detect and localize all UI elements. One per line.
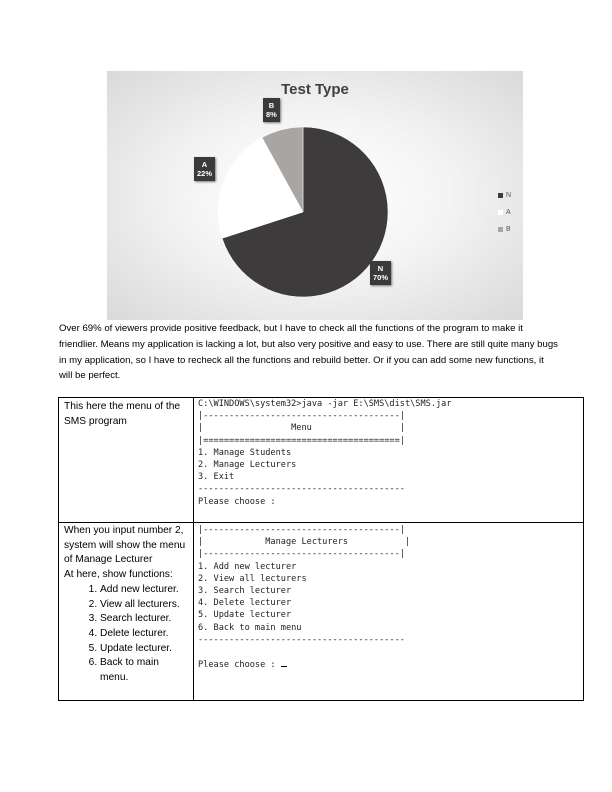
slice-label-n-percent: 70% bbox=[373, 273, 389, 282]
list-item: 2. View all lecturers. bbox=[100, 598, 190, 613]
callout-b bbox=[263, 98, 280, 122]
pie-svg bbox=[107, 71, 523, 320]
table-border-bottom bbox=[58, 700, 584, 701]
list-item: 4. Delete lecturer. bbox=[100, 627, 190, 642]
console-border-bottom: |--------------------------------------| bbox=[198, 549, 405, 560]
chart-legend bbox=[498, 187, 511, 238]
pie-chart bbox=[107, 71, 523, 320]
row2-function-list bbox=[64, 583, 190, 686]
table-border-right bbox=[583, 397, 584, 701]
legend-swatch-b bbox=[498, 227, 503, 232]
console-menu-title: | Menu | bbox=[198, 423, 405, 434]
legend-swatch-n bbox=[498, 193, 503, 198]
legend-label-n: N bbox=[506, 192, 512, 199]
list-item: 6. Back to main menu. bbox=[100, 656, 190, 685]
console-menu-item: 1. Add new lecturer bbox=[198, 561, 297, 572]
list-item: 5. Update lecturer. bbox=[100, 642, 190, 657]
console-menu-item: 5. Update lecturer bbox=[198, 610, 292, 621]
slice-label-n-category: N bbox=[377, 264, 384, 273]
row1-description: This here the menu of the SMS program bbox=[64, 401, 181, 427]
console-prompt: Please choose : bbox=[198, 660, 276, 671]
console-menu-item: 1. Manage Students bbox=[198, 447, 292, 458]
row2-functions-heading: At here, show functions: bbox=[64, 569, 173, 581]
table-row-divider bbox=[58, 522, 584, 523]
list-item: 1. Add new lecturer. bbox=[100, 583, 190, 598]
row2-description bbox=[64, 524, 190, 686]
cursor-icon bbox=[281, 658, 287, 667]
console-border-top: |--------------------------------------| bbox=[198, 525, 405, 535]
legend-swatch-a bbox=[498, 210, 503, 215]
console-prompt: Please choose : bbox=[198, 496, 276, 507]
console-menu-item: 3. Search lecturer bbox=[198, 586, 292, 597]
console-command: C:\WINDOWS\system32>java -jar E:\SMS\dist\SMS.jar bbox=[198, 399, 452, 409]
summary-paragraph: Over 69% of viewers provide positive feedback, but I have to check all the functions of the program to make it friendlier. Means my application is lacking a lot, but also very positive and easy to use. There are still quite many bugs in my application, so I have to recheck all the functions and rebuild better. Or if you can add some new functions, it will be perfect. bbox=[59, 323, 558, 382]
console-border-top: |--------------------------------------| bbox=[198, 411, 405, 422]
table-border-left bbox=[58, 397, 59, 701]
callout-a bbox=[194, 157, 215, 181]
console-menu-item: 4. Delete lecturer bbox=[198, 598, 292, 609]
row1-console bbox=[198, 398, 452, 508]
menu-table bbox=[58, 397, 584, 701]
row2-console bbox=[198, 524, 410, 671]
console-separator: ---------------------------------------- bbox=[198, 634, 405, 645]
callout-n bbox=[370, 261, 391, 285]
console-menu-item: 2. Manage Lecturers bbox=[198, 460, 297, 471]
console-menu-item: 3. Exit bbox=[198, 472, 235, 483]
legend-item-n bbox=[498, 187, 511, 204]
console-menu-item: 2. View all lecturers bbox=[198, 573, 307, 584]
slice-label-a-category: A bbox=[201, 160, 208, 169]
console-border-double: |======================================| bbox=[198, 435, 405, 446]
legend-item-a bbox=[498, 204, 511, 221]
list-item: 3. Search lecturer. bbox=[100, 612, 190, 627]
console-menu-item: 6. Back to main menu bbox=[198, 622, 302, 633]
console-separator: ---------------------------------------- bbox=[198, 484, 405, 495]
legend-label-a: A bbox=[506, 209, 511, 216]
slice-label-b-category: B bbox=[268, 101, 275, 110]
slice-label-b-percent: 8% bbox=[266, 110, 277, 119]
table-column-divider bbox=[193, 397, 194, 701]
row2-intro: When you input number 2, system will show the menu of Manage Lecturer bbox=[64, 525, 186, 566]
console-menu-title: | Manage Lecturers | bbox=[198, 537, 411, 548]
legend-item-b bbox=[498, 221, 511, 238]
legend-label-b: B bbox=[506, 226, 511, 233]
chart-title: Test Type bbox=[281, 81, 349, 98]
slice-label-a-percent: 22% bbox=[197, 169, 213, 178]
